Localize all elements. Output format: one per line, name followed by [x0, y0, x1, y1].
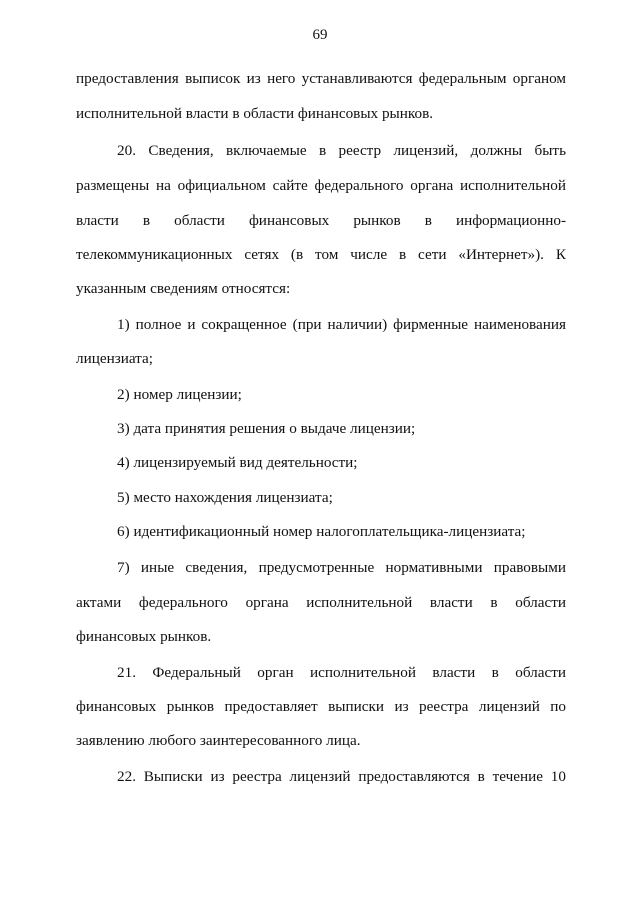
text-line: исполнительной власти в области финансовых рынков.	[76, 105, 434, 122]
text-line: указанным сведениям относятся:	[76, 280, 291, 297]
text-line: размещены на официальном сайте федерального органа исполнительной	[76, 177, 566, 194]
list-item-7: 7) иные сведения, предусмотренные нормативными правовыми	[117, 559, 566, 576]
text-line: заявлению любого заинтересованного лица.	[76, 732, 361, 749]
text-line: предоставления выписок из него устанавливаются федеральным органом	[76, 70, 566, 87]
list-item-1: 1) полное и сокращенное (при наличии) фирменные наименования	[117, 316, 566, 333]
list-item-3: 3) дата принятия решения о выдаче лицензии;	[117, 420, 416, 437]
page-number: 69	[312, 27, 328, 43]
text-line: власти в области финансовых рынков в информационно-	[76, 212, 566, 229]
list-item-4: 4) лицензируемый вид деятельности;	[117, 454, 358, 471]
list-item-6: 6) идентификационный номер налогоплательщика-лицензиата;	[117, 523, 526, 540]
text-line: лицензиата;	[76, 350, 153, 367]
paragraph-20-start: 20. Сведения, включаемые в реестр лицензий, должны быть	[117, 142, 566, 159]
text-line: финансовых рынков.	[76, 628, 212, 645]
text-line: телекоммуникационных сетях (в том числе в сети «Интернет»). К	[76, 246, 566, 263]
paragraph-21-start: 21. Федеральный орган исполнительной власти в области	[117, 664, 566, 681]
text-line: финансовых рынков предоставляет выписки из реестра лицензий по	[76, 698, 566, 715]
text-line: актами федерального органа исполнительной власти в области	[76, 594, 566, 611]
list-item-2: 2) номер лицензии;	[117, 386, 242, 403]
paragraph-22-start: 22. Выписки из реестра лицензий предоставляются в течение 10	[117, 768, 566, 785]
list-item-5: 5) место нахождения лицензиата;	[117, 489, 333, 506]
